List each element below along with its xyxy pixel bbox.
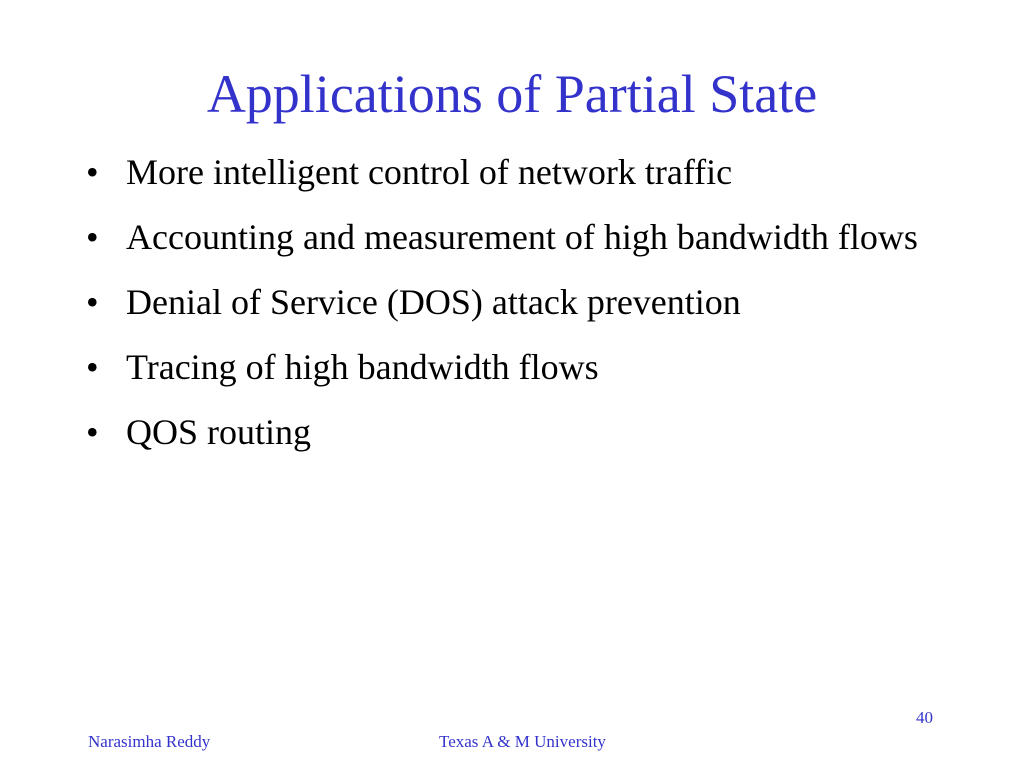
- bullet-icon: •: [86, 412, 99, 452]
- bullet-text: Denial of Service (DOS) attack prevention: [126, 282, 741, 322]
- bullet-item: [86, 211, 986, 263]
- bullet-item: [86, 341, 986, 393]
- bullet-text: Tracing of high bandwidth flows: [126, 347, 599, 387]
- bullet-icon: •: [86, 152, 99, 192]
- footer-institution: Texas A & M University: [439, 732, 606, 751]
- bullet-list: [86, 146, 986, 471]
- bullet-item: [86, 276, 986, 328]
- bullet-item: [86, 146, 986, 198]
- slide-title: Applications of Partial State: [206, 64, 818, 124]
- bullet-icon: •: [86, 347, 99, 387]
- footer-author: Narasimha Reddy: [88, 732, 211, 751]
- bullet-text: Accounting and measurement of high bandwidth flows: [126, 217, 918, 257]
- bullet-item: [86, 406, 986, 458]
- bullet-icon: •: [86, 282, 99, 322]
- bullet-icon: •: [86, 217, 99, 257]
- bullet-text: More intelligent control of network traffic: [126, 152, 733, 192]
- bullet-text: QOS routing: [126, 412, 312, 452]
- page-number: 40: [916, 708, 933, 727]
